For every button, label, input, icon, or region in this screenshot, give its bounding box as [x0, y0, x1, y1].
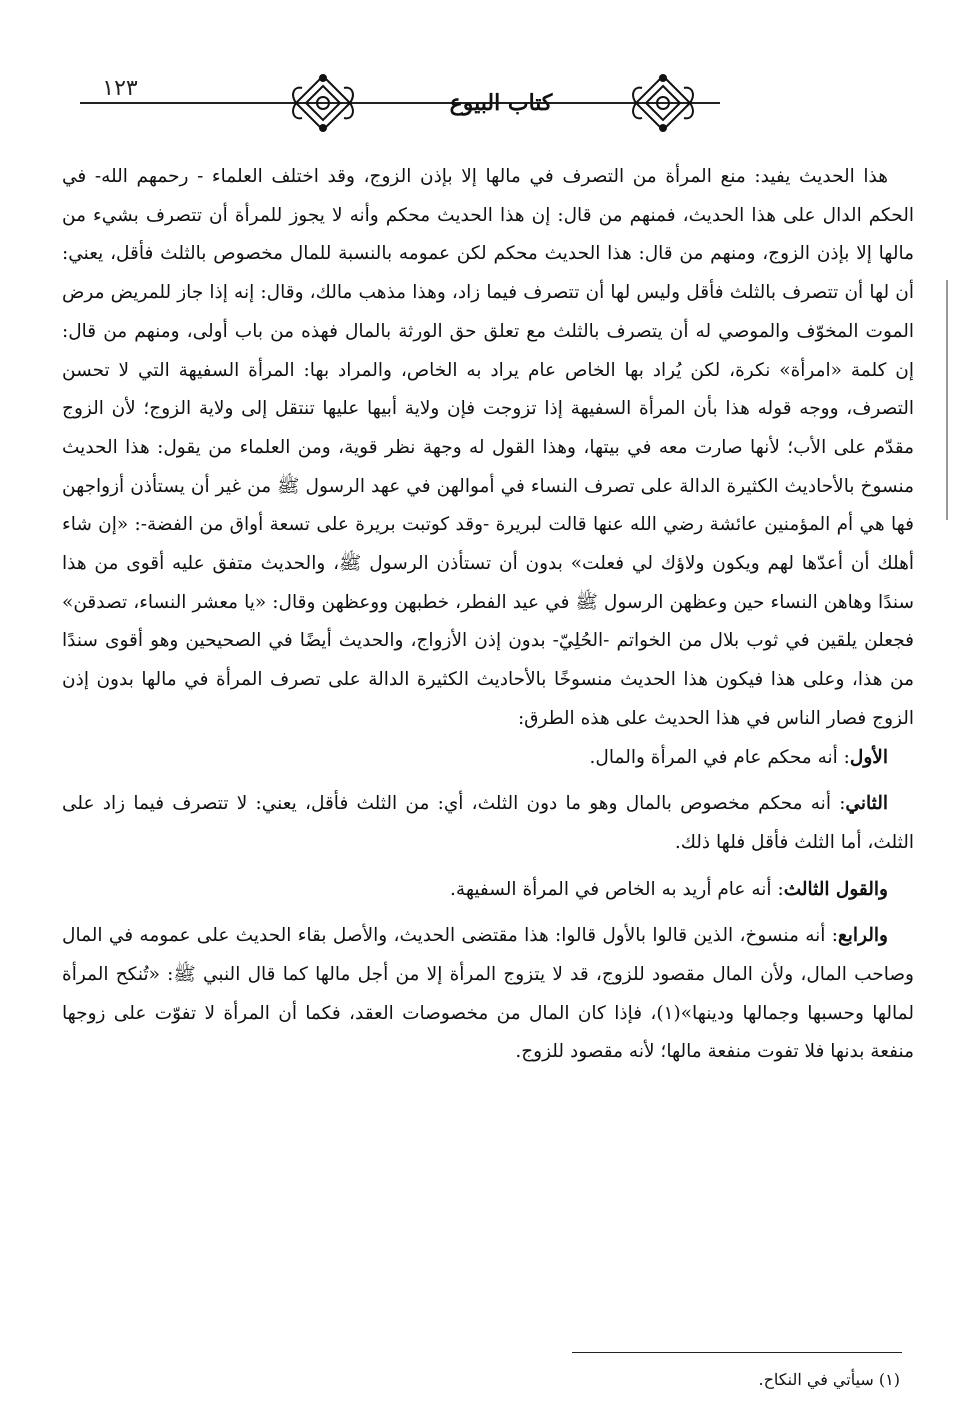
footnote-rule — [572, 1352, 902, 1353]
item-label: والرابع — [837, 925, 888, 947]
page-number: ١٢٣ — [102, 76, 138, 101]
paragraph — [62, 785, 914, 862]
item-text: : أنه عام أريد به الخاص في المرأة السفيهة. — [450, 878, 784, 900]
footnote: (١) سيأتي في النكاح. — [758, 1370, 900, 1389]
paragraph: هذا الحديث يفيد: منع المرأة من التصرف في مالها إلا بإذن الزوج، وقد اختلف العلماء - رحمهم الله- في الحكم الدال على هذا الحديث، فمنهم من قال: إن هذا الحديث محكم وأنه لا يجوز للمرأة أن تتصرف بشيء من مالها إلا بإذن الزوج، ومنهم من قال: هذا الحديث محكم لكن عمومه بالنسبة للمال مخصوص بالثلث فأقل، يعني: أن لها أن تتصرف بالثلث فأقل وليس لها أن تتصرف فيما زاد، وهذا مذهب مالك، وقال: إنه إذا جاز للمريض مرض الموت المخوّف والموصي له أن يتصرف بالثلث مع تعلق حق الورثة بالمال فهذه من باب أولى، ومنهم من قال: إن كلمة «امرأة» نكرة، لكن يُراد بها الخاص عام يراد به الخاص، والمراد بها: المرأة السفيهة التي لا تحسن التصرف، ووجه قوله هذا بأن المرأة السفيهة إذا تزوجت فإن ولاية أبيها عليها تنتقل إلى ولاية الزوج؛ لأن الزوج مقدّم على الأب؛ لأنها صارت معه في بيتها، وهذا القول له وجهة نظر قوية، ومن العلماء من يقول: هذا الحديث منسوخ بالأحاديث الكثيرة الدالة على تصرف النساء في أموالهن في عهد الرسول ﷺ من غير أن يستأذن أزواجهن فها هي أم المؤمنين عائشة رضي الله عنها قالت لبريرة -وقد كوتبت بريرة على تسعة أواق من الفضة-: «إن شاء أهلك أن أعدّها لهم ويكون ولاؤك لي فعلت» بدون أن تستأذن الرسول ﷺ، والحديث متفق عليه أقوى من هذا سندًا وهاهن النساء حين وعظهن الرسول ﷺ في عيد الفطر، خطبهن ووعظهن وقال: «يا معشر النساء، تصدقن» فجعلن يلقين في ثوب بلال من الخواتم -الحُلِيّ- بدون إذن الأزواج، والحديث أيضًا في الصحيحين وهو أقوى سندًا من هذا، وعلى هذا فيكون هذا الحديث منسوخًا بالأحاديث الكثيرة الدالة على تصرف المرأة في مالها بدون إذن الزوج فصار الناس في هذا الحديث على هذه الطرق: — [62, 166, 914, 729]
item-text: : أنه منسوخ، الذين قالوا بالأول قالوا: هذا مقتضى الحديث، والأصل بقاء الحديث على عمومه في المال وصاحب المال، ولأن المال مقصود للزوج، قد لا يتزوج المرأة إلا من أجل مالها كما قال النبي ﷺ: «تُنكح المرأة لمالها وحسبها وجمالها ودينها»(١)، فإذا كان المال من مخصوصات العقد، فكما أن المرأة لا تفوّت على زوجها منفعة بدنها فلا تفوت منفعة مالها؛ لأنه مقصود للزوج. — [62, 925, 915, 1063]
body-text — [62, 158, 914, 1072]
item-text: : أنه محكم مخصوص بالمال وهو ما دون الثلث، أي: من الثلث فأقل، يعني: لا تتصرف فيما زاد على الثلث، أما الثلث فأقل فلها ذلك. — [62, 793, 914, 853]
page-header — [80, 70, 720, 150]
item-label: والقول الثالث — [783, 878, 888, 900]
ornament-icon — [628, 72, 698, 134]
paragraph — [62, 871, 914, 910]
paragraph — [62, 739, 914, 778]
item-label: الثاني — [845, 793, 888, 815]
item-text: : أنه محكم عام في المرأة والمال. — [589, 746, 850, 768]
item-label: الأول — [849, 746, 888, 768]
ornament-icon — [288, 72, 358, 134]
chapter-title: كتاب البيوع — [449, 90, 553, 116]
margin-mark — [946, 280, 948, 520]
paragraph — [62, 917, 914, 1072]
